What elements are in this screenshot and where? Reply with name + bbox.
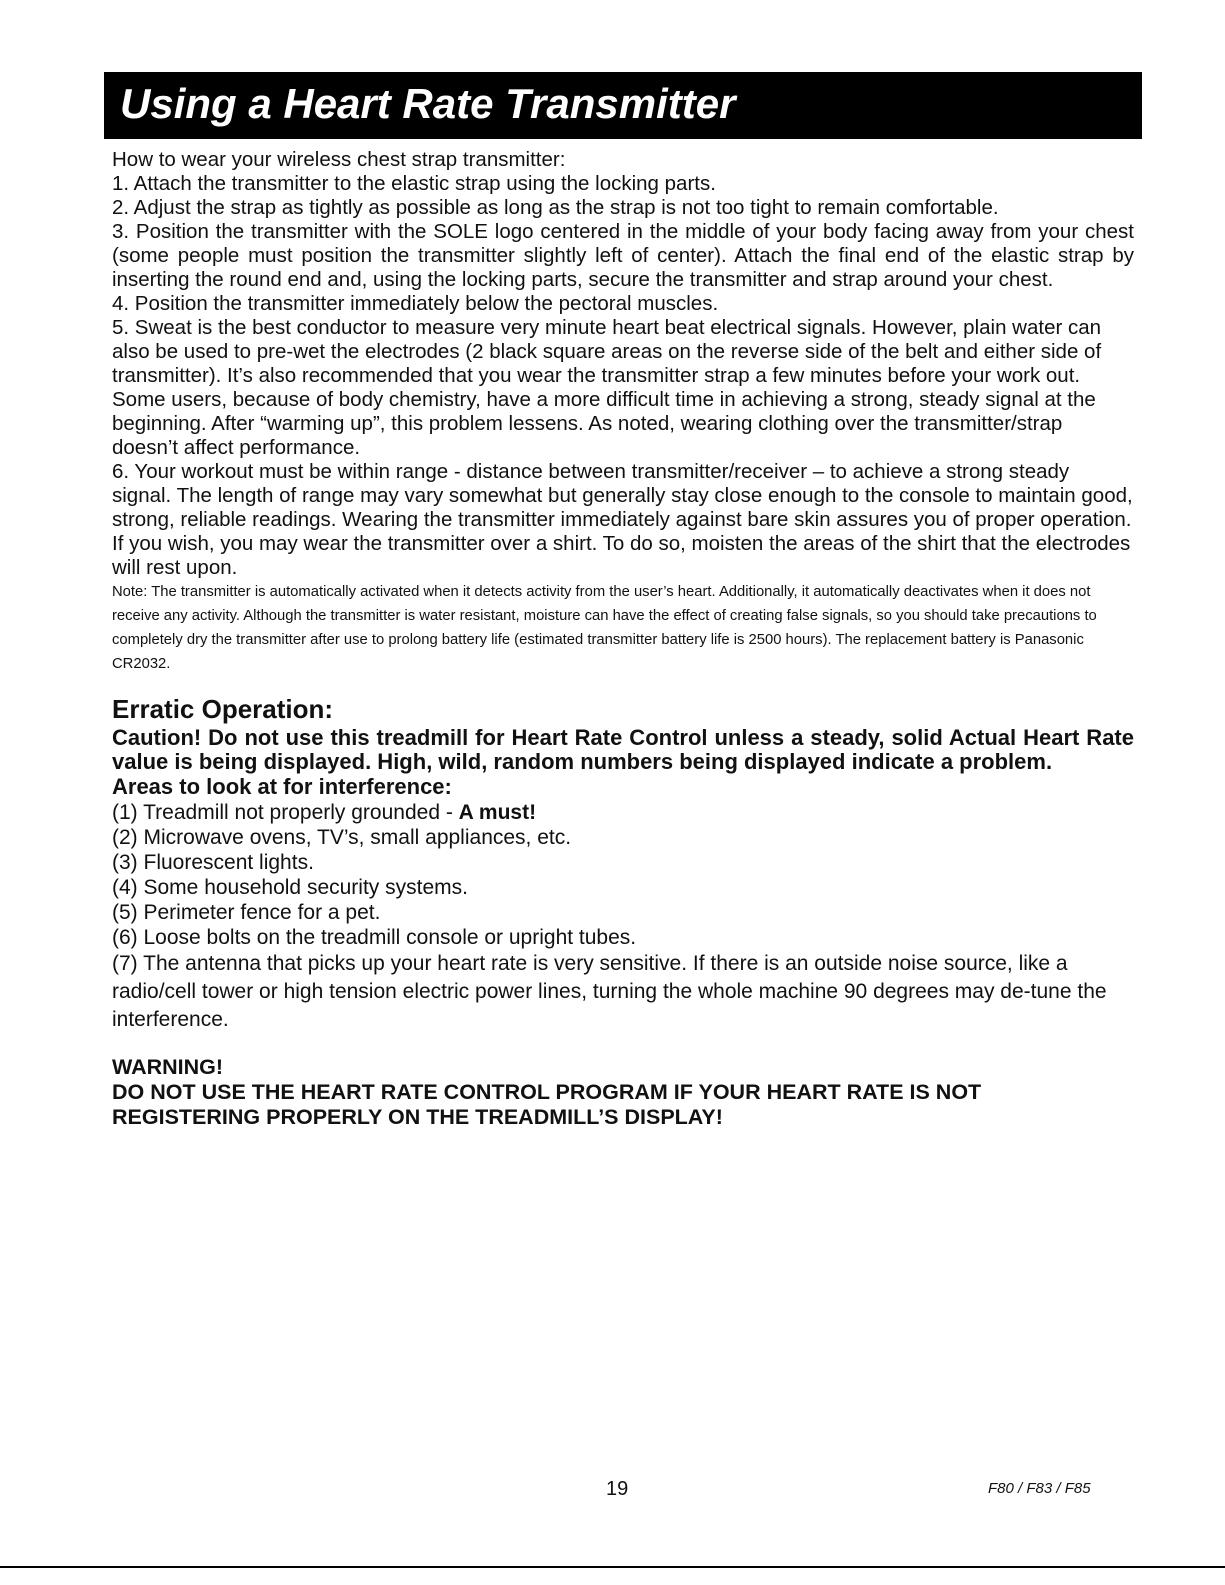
warning-text: DO NOT USE THE HEART RATE CONTROL PROGRAM IF YOUR HEART RATE IS NOT REGISTERING PROPERLY ON THE TREADMILL’S DISPLAY! bbox=[112, 1080, 982, 1129]
interference-item-7: (7) The antenna that picks up your heart rate is very sensitive. If there is an outside noise source, like a radio/cell tower or high tension electric power lines, turning the whole machine 90 degrees may de-tune the interference. bbox=[112, 952, 1107, 1031]
model-numbers: F80 / F83 / F85 bbox=[988, 1480, 1091, 1497]
interference-item-2: (2) Microwave ovens, TV’s, small appliances, etc. bbox=[112, 826, 572, 849]
battery-note: Note: The transmitter is automatically activated when it detects activity from the user’s heart. Additionally, it automatically deactivates when it does not receive any activity. Although the transmitter is water resistant, moisture can have the effect of creating false signals, so you should take precautions to completely dry the transmitter after use to prolong battery life (estimated transmitter battery life is 2500 hours). The replacement battery is Panasonic CR2032. bbox=[112, 584, 1097, 672]
caution-text: Caution! Do not use this treadmill for Heart Rate Control unless a steady, solid Actual Heart Rate value is being displayed. High, wild, random numbers being displayed indicate a problem. bbox=[112, 725, 1134, 774]
areas-title: Areas to look at for interference: bbox=[112, 774, 452, 799]
interference-item-1-text: (1) Treadmill not properly grounded - bbox=[112, 801, 459, 824]
step-2: 2. Adjust the strap as tightly as possible as long as the strap is not too tight to remain comfortable. bbox=[112, 196, 999, 219]
interference-item-6: (6) Loose bolts on the treadmill console or upright tubes. bbox=[112, 926, 637, 949]
interference-item-1-emphasis: A must! bbox=[458, 801, 537, 824]
step-1: 1. Attach the transmitter to the elastic strap using the locking parts. bbox=[112, 172, 716, 195]
step-6: 6. Your workout must be within range - distance between transmitter/receiver – to achieve a strong steady signal. The length of range may vary somewhat but generally stay close enough to the console to maintain good, strong, reliable readings. Wearing the transmitter immediately against bare skin assures you of proper operation. If you wish, you may wear the transmitter over a shirt. To do so, moisten the areas of the shirt that the electrodes will rest upon. bbox=[112, 460, 1133, 579]
erratic-heading: Erratic Operation: bbox=[112, 694, 334, 724]
interference-item-5: (5) Perimeter fence for a pet. bbox=[112, 901, 381, 924]
step-4: 4. Position the transmitter immediately below the pectoral muscles. bbox=[112, 292, 719, 315]
step-5: 5. Sweat is the best conductor to measure very minute heart beat electrical signals. However, plain water can also be used to pre-wet the electrodes (2 black square areas on the reverse side of the belt and either side of transmitter). It’s also recommended that you wear the transmitter strap a few minutes before your work out. Some users, because of body chemistry, have a more difficult time in achieving a strong, steady signal at the beginning. After “warming up”, this problem lessens. As noted, wearing clothing over the transmitter/strap doesn’t affect performance. bbox=[112, 316, 1102, 459]
title-bar bbox=[104, 72, 1142, 139]
bottom-rule bbox=[0, 1566, 1225, 1568]
interference-item-1 bbox=[112, 800, 1134, 825]
interference-item-3: (3) Fluorescent lights. bbox=[112, 851, 314, 874]
interference-item-4: (4) Some household security systems. bbox=[112, 876, 468, 899]
page-title: Using a Heart Rate Transmitter bbox=[120, 80, 736, 127]
step-3: 3. Position the transmitter with the SOLE logo centered in the middle of your body facing away from your chest (some people must position the transmitter slightly left of center). Attach the final end of the elastic strap by inserting the round end and, using the locking parts, secure the transmitter and strap around your chest. bbox=[112, 220, 1134, 291]
warning-title: WARNING! bbox=[112, 1055, 224, 1079]
page-number: 19 bbox=[606, 1478, 629, 1500]
main-content bbox=[112, 148, 1134, 1130]
wearing-intro: How to wear your wireless chest strap transmitter: bbox=[112, 148, 566, 171]
